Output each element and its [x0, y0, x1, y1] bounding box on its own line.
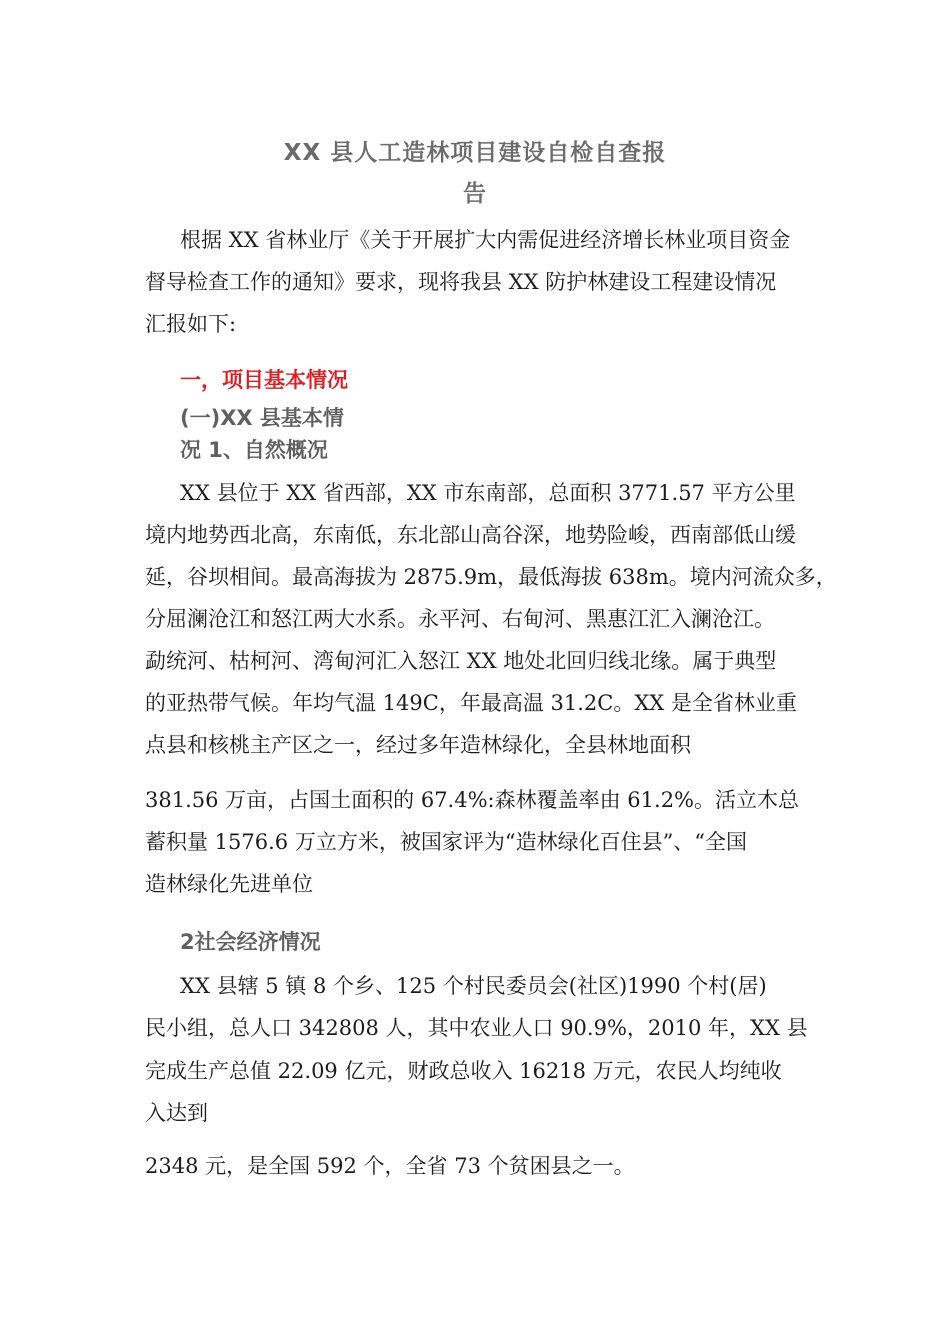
natural-line-10: 造林绿化先进单位 — [145, 872, 313, 896]
natural-line-2: 境内地势西北高，东南低，东北部山高谷深，地势险峻，西南部低山缓 — [145, 523, 796, 547]
natural-line-1: XX 县位于 XX 省西部，XX 市东南部，总面积 3771.57 平方公里 — [180, 481, 796, 505]
economy-line-4: 入达到 — [145, 1101, 208, 1125]
natural-line-3: 延，谷坝相间。最高海拔为 2875.9m，最低海拔 638m。境内河流众多， — [145, 565, 837, 589]
natural-line-5: 勐统河、枯柯河、湾甸河汇入怒江 XX 地处北回归线北缘。属于典型 — [145, 649, 777, 673]
economy-line-1: XX 县辖 5 镇 8 个乡、125 个村民委员会(社区)1990 个村(居) — [180, 974, 767, 998]
intro-line-2: 督导检查工作的通知》要求，现将我县 XX 防护林建设工程建设情况 — [145, 270, 777, 294]
natural-line-9: 蓄积量 1576.6 万立方米，被国家评为“造林绿化百住县”、“全国 — [145, 830, 748, 854]
intro-line-3: 汇报如下: — [145, 312, 237, 336]
section-heading-project-overview: 一，项目基本情况 — [180, 368, 348, 392]
economy-line-3: 完成生产总值 22.09 亿元，财政总收入 16218 万元，农民人均纯收 — [145, 1059, 782, 1083]
natural-line-6: 的亚热带气候。年均气温 149C，年最高温 31.2C。XX 是全省林业重 — [145, 691, 797, 715]
natural-line-4: 分屈澜沧江和怒江两大水系。永平河、右甸河、黑惠江汇入澜沧江。 — [145, 607, 775, 631]
subsection-heading-line-2: 况 1、自然概况 — [180, 438, 328, 462]
economy-line-5: 2348 元，是全国 592 个，全省 73 个贫困县之一。 — [145, 1154, 635, 1178]
subsection-heading-line-1: (一)XX 县基本情 — [180, 406, 344, 430]
document-title-line-2: 告 — [463, 181, 487, 207]
document-title-line-1: XX 县人工造林项目建设自检自查报 — [283, 140, 667, 166]
economy-line-2: 民小组，总人口 342808 人，其中农业人口 90.9%，2010 年，XX 县 — [145, 1016, 808, 1040]
section-heading-social-economy: 2社会经济情况 — [180, 930, 321, 954]
intro-line-1: 根据 XX 省林业厅《关于开展扩大内需促进经济增长林业项目资金 — [180, 228, 791, 252]
natural-line-7: 点县和核桃主产区之一，经过多年造林绿化，全县林地面积 — [145, 733, 691, 757]
natural-line-8: 381.56 万亩，占国土面积的 67.4%:森林覆盖率由 61.2%。活立木总 — [145, 788, 800, 812]
